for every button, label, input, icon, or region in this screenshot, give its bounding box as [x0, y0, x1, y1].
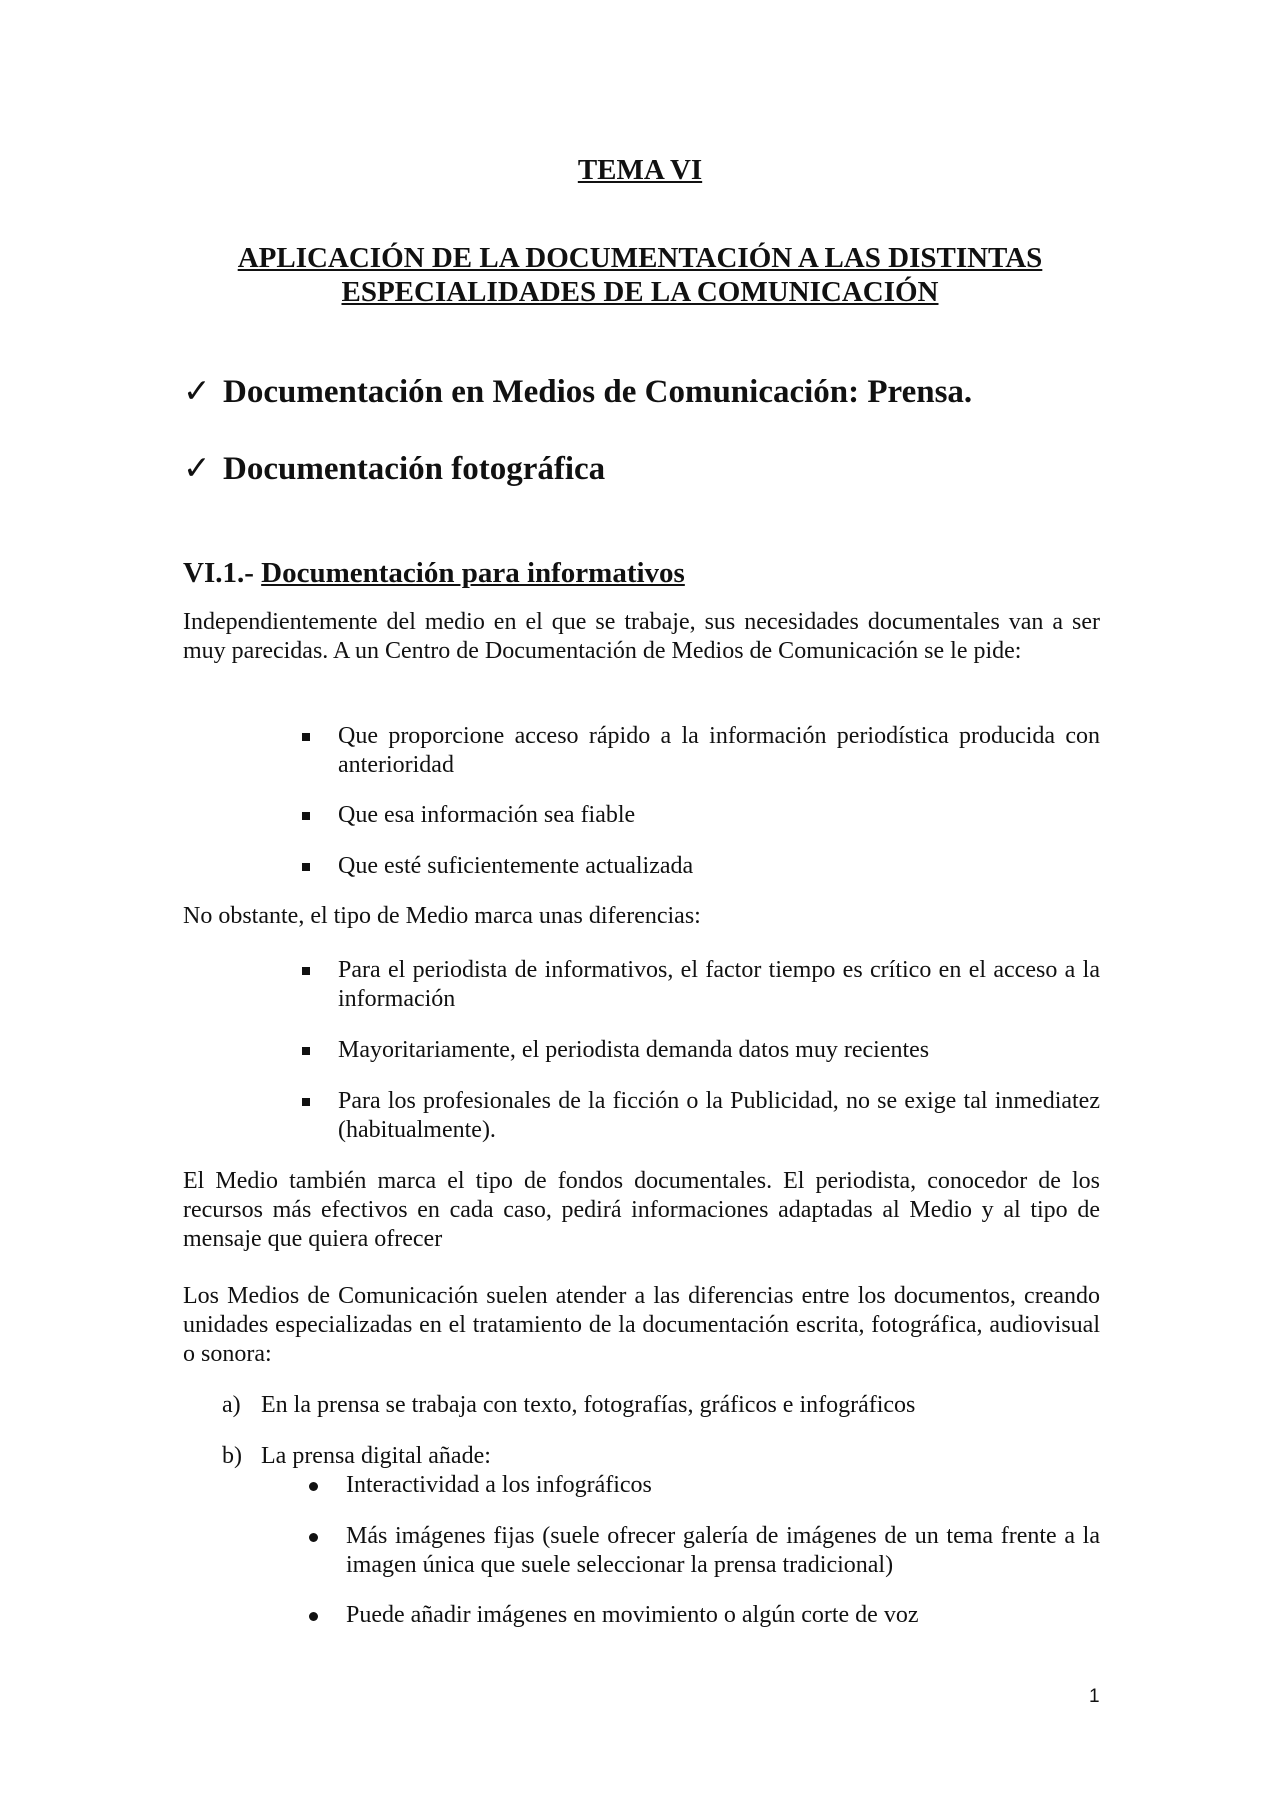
requirement-item [338, 852, 1100, 881]
document-title-line1: APLICACIÓN DE LA DOCUMENTACIÓN A LAS DISTINTAS [237, 242, 1043, 274]
requirement-text: Que esa información sea fiable [338, 802, 636, 828]
digital-item [346, 1601, 1100, 1630]
digital-item-text: Interactividad a los infográficos [346, 1472, 652, 1498]
lettered-item [222, 1442, 491, 1471]
tema-heading: TEMA VI [577, 154, 703, 186]
difference-text: Mayoritariamente, el periodista demanda datos muy recientes [338, 1037, 930, 1063]
digital-item-text: Puede añadir imágenes en movimiento o algún corte de voz [346, 1602, 919, 1628]
requirement-text: Que esté suficientemente actualizada [338, 853, 694, 879]
square-bullet-icon [302, 967, 310, 975]
digital-item [346, 1522, 1100, 1580]
lettered-item [222, 1391, 915, 1420]
square-bullet-icon [302, 1098, 310, 1106]
square-bullet-icon [302, 1047, 310, 1055]
square-bullet-icon [302, 733, 310, 741]
section-number: VI.1.- [183, 557, 254, 589]
checklist-item-text: Documentación en Medios de Comunicación: Prensa. [223, 374, 973, 410]
unidades-paragraph: Los Medios de Comunicación suelen atender a las diferencias entre los documentos, creando unidades especializadas en el tratamiento de la documentación escrita, fotográfica, audiovisual o sonora: [183, 1283, 1100, 1367]
difference-text: Para los profesionales de la ficción o la Publicidad, no se exige tal inmediatez (habitualmente). [338, 1088, 1100, 1143]
difference-item [338, 956, 1100, 1014]
lettered-item-text: La prensa digital añade: [261, 1443, 491, 1469]
checklist-item [183, 372, 972, 412]
checklist-item [183, 449, 605, 489]
square-bullet-icon [302, 812, 310, 820]
round-bullet-icon [309, 1533, 318, 1542]
section-title: Documentación para informativos [261, 557, 685, 589]
section-heading [183, 555, 685, 591]
difference-item [338, 1036, 1100, 1065]
round-bullet-icon [309, 1482, 318, 1491]
lettered-item-text: En la prensa se trabaja con texto, fotografías, gráficos e infográficos [261, 1392, 916, 1418]
digital-item [346, 1471, 1100, 1500]
differences-paragraph: No obstante, el tipo de Medio marca unas diferencias: [183, 903, 701, 929]
checkmark-icon: ✓ [183, 451, 211, 487]
lettered-item-label: b) [222, 1443, 242, 1469]
lettered-item-label: a) [222, 1392, 241, 1418]
difference-item [338, 1087, 1100, 1145]
requirement-item [338, 722, 1100, 780]
digital-item-text: Más imágenes fijas (suele ofrecer galería de imágenes de un tema frente a la imagen única que suele seleccionar la prensa tradicional) [346, 1523, 1100, 1578]
intro-paragraph: Independientemente del medio en el que se trabaje, sus necesidades documentales van a ser muy parecidas. A un Centro de Documentación de Medios de Comunicación se le pide: [183, 609, 1100, 664]
fondos-paragraph: El Medio también marca el tipo de fondos documentales. El periodista, conocedor de los recursos más efectivos en cada caso, pedirá informaciones adaptadas al Medio y al tipo de mensaje que quiera ofrecer [183, 1168, 1100, 1252]
checklist-item-text: Documentación fotográfica [223, 451, 606, 487]
checkmark-icon: ✓ [183, 374, 211, 410]
requirement-item [338, 801, 1100, 830]
document-title-line2: ESPECIALIDADES DE LA COMUNICACIÓN [341, 276, 939, 308]
requirement-text: Que proporcione acceso rápido a la información periodística producida con anterioridad [338, 723, 1100, 778]
square-bullet-icon [302, 863, 310, 871]
difference-text: Para el periodista de informativos, el factor tiempo es crítico en el acceso a la información [338, 957, 1100, 1012]
page-number: 1 [1089, 1686, 1100, 1707]
round-bullet-icon [309, 1612, 318, 1621]
